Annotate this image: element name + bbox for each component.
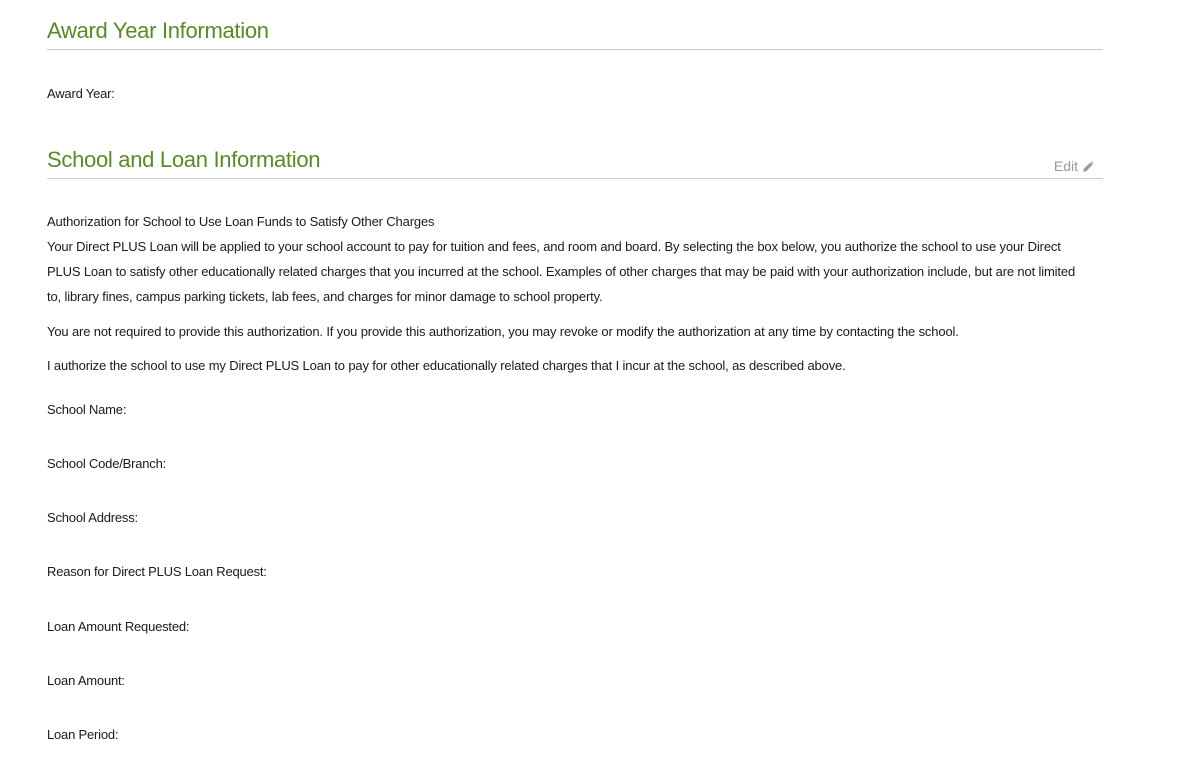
- loan-reason-label: Reason for Direct PLUS Loan Request:: [47, 564, 267, 579]
- authorization-heading: Authorization for School to Use Loan Funds to Satisfy Other Charges: [47, 214, 435, 229]
- pencil-icon: [1082, 160, 1095, 173]
- award-year-section-title: Award Year Information: [47, 18, 269, 43]
- loan-amount-label: Loan Amount:: [47, 673, 125, 688]
- school-loan-section-title: School and Loan Information: [47, 147, 321, 172]
- loan-period-label: Loan Period:: [47, 727, 119, 742]
- edit-label: Edit: [1053, 158, 1078, 174]
- school-code-label: School Code/Branch:: [47, 456, 167, 471]
- school-address-label: School Address:: [47, 510, 138, 525]
- award-year-label: Award Year:: [47, 86, 115, 101]
- school-loan-section-header: [47, 147, 1103, 179]
- authorization-paragraph: Your Direct PLUS Loan will be applied to your school account to pay for tuition and fees, and room and board. By selecting the box below, you authorize the school to use your Direct PLUS Loan to satisfy other educationally related charges that you incurred at the school. Examples of other charges that may be paid with your authorization include, but are not limited to, library fines, campus parking tickets, lab fees, and charges for minor damage to school property.: [47, 239, 1076, 304]
- authorize-statement: I authorize the school to use my Direct PLUS Loan to pay for other educationally related charges that I incur at the school, as described above.: [47, 358, 846, 373]
- loan-amount-requested-label: Loan Amount Requested:: [47, 619, 190, 634]
- not-required-paragraph: You are not required to provide this authorization. If you provide this authorization, you may revoke or modify the authorization at any time by contacting the school.: [47, 324, 959, 339]
- award-year-section-header: [47, 18, 1103, 50]
- edit-school-loan-button[interactable]: [1054, 158, 1095, 174]
- school-name-label: School Name:: [47, 402, 127, 417]
